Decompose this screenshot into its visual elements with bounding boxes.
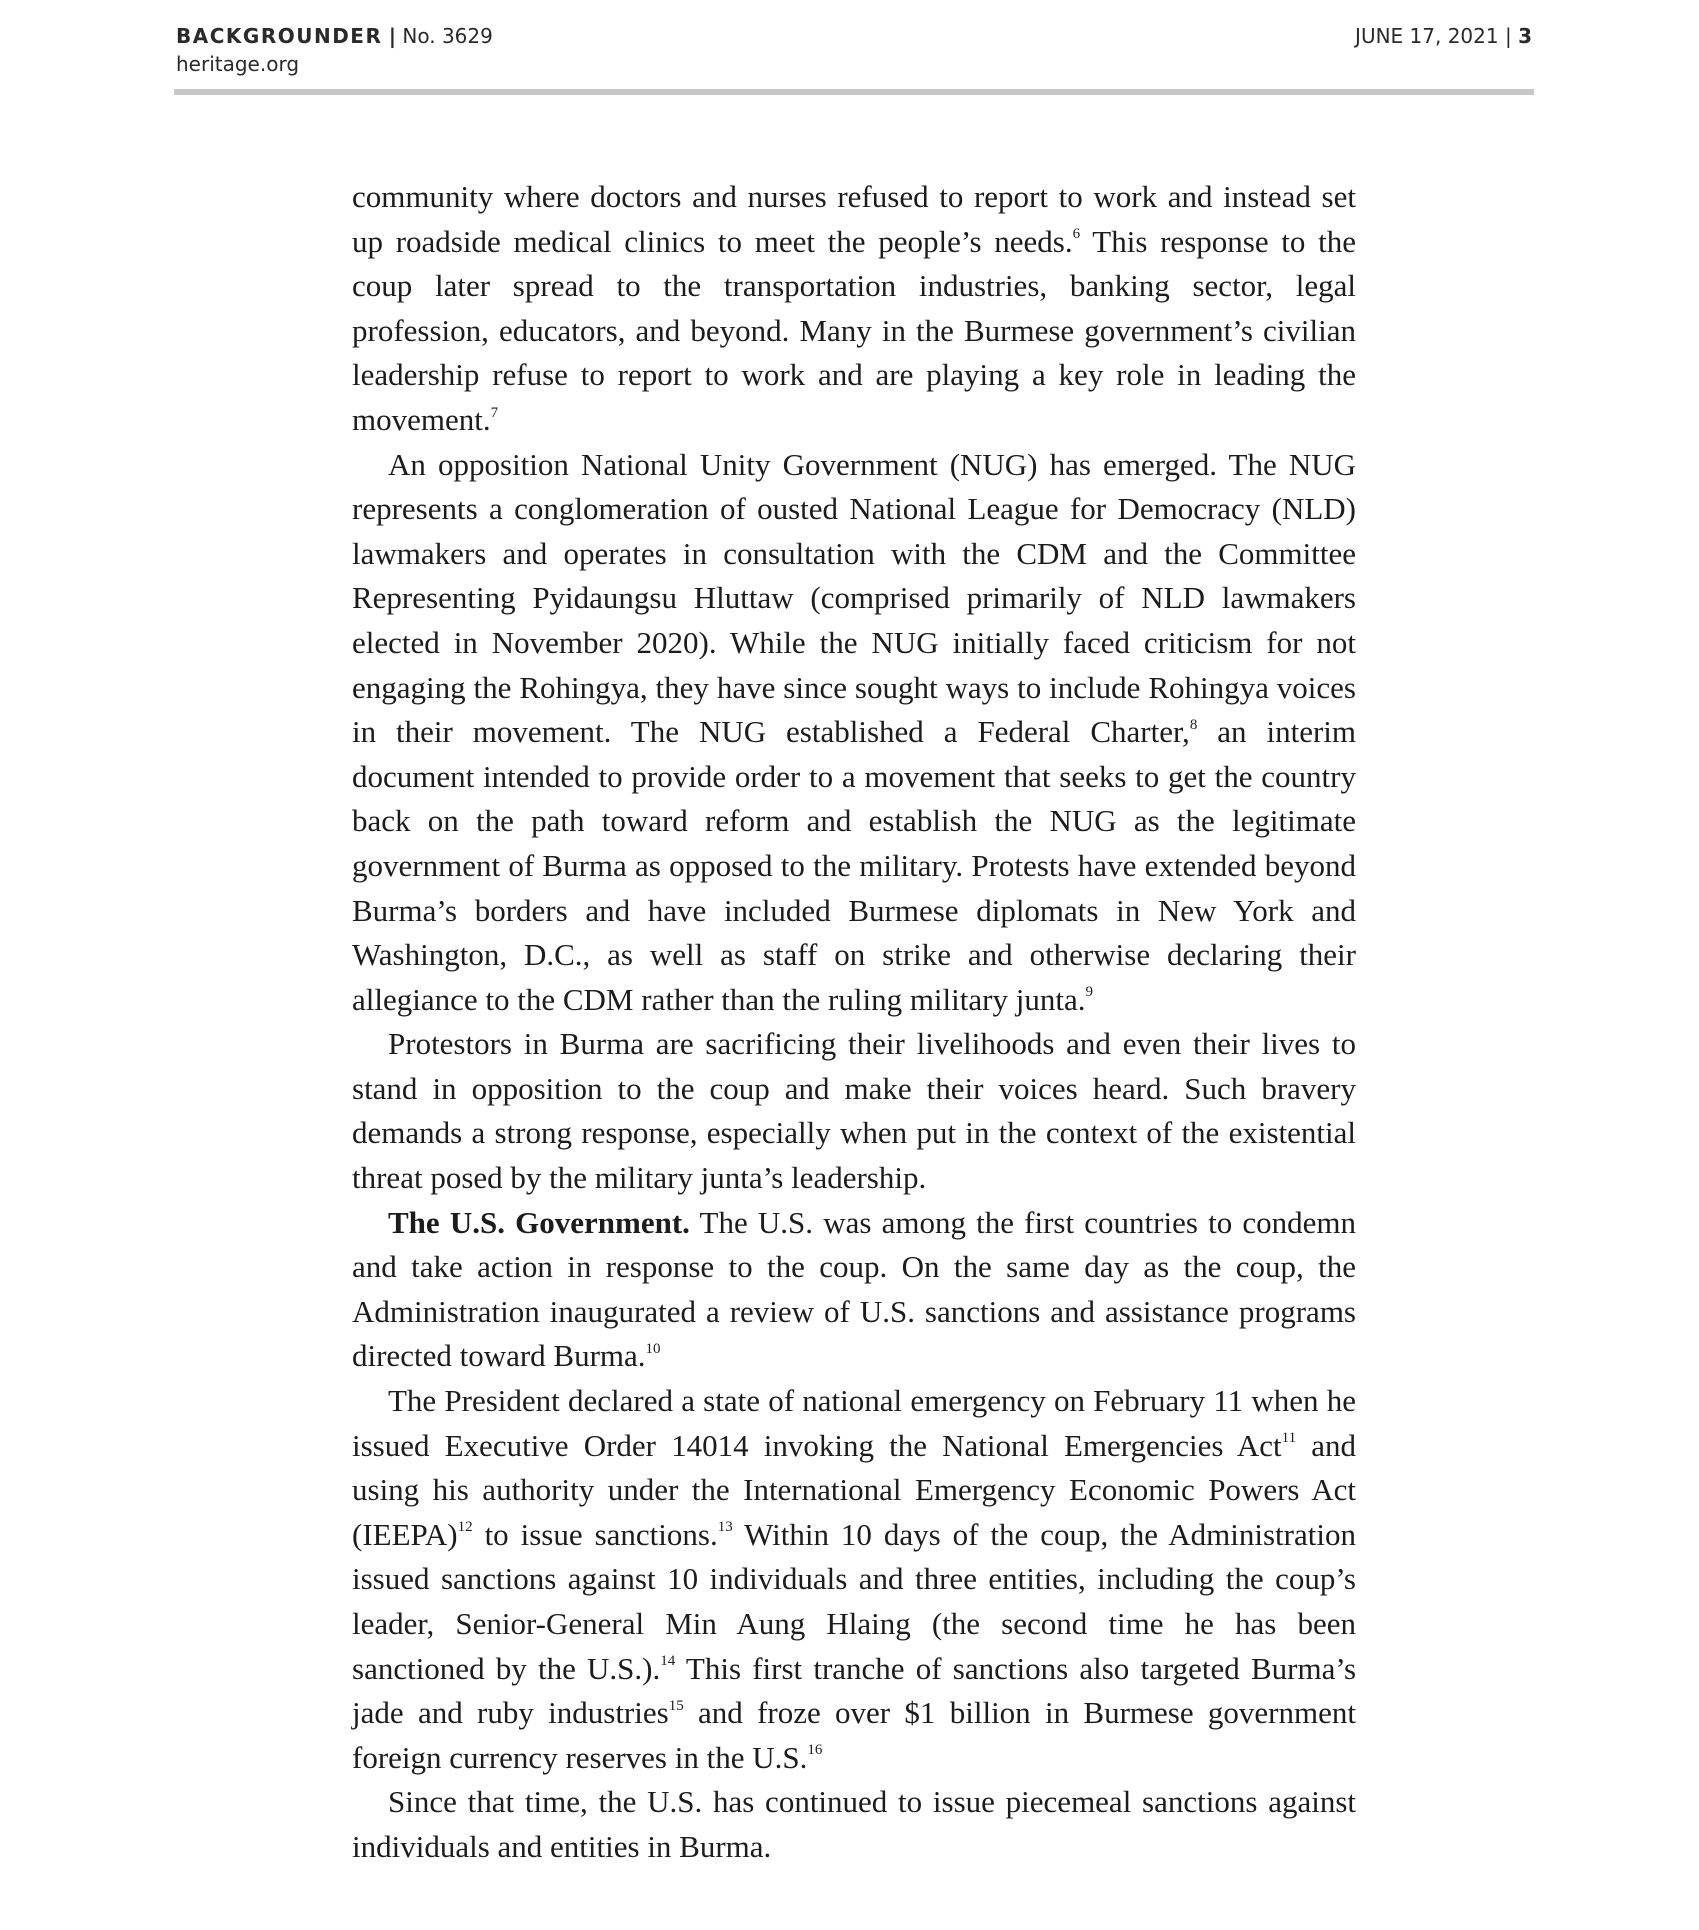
publication-date: JUNE 17, 2021 xyxy=(1355,24,1499,48)
footnote-ref[interactable]: 11 xyxy=(1281,1430,1297,1447)
footnote-ref[interactable]: 6 xyxy=(1072,226,1081,243)
header-divider xyxy=(174,89,1534,95)
header-separator-right: | xyxy=(1504,24,1512,48)
footnote-ref[interactable]: 7 xyxy=(490,404,499,421)
article-body xyxy=(352,175,1356,1870)
page-header xyxy=(176,22,1532,82)
date-and-page xyxy=(1355,22,1532,50)
footnote-ref[interactable]: 16 xyxy=(807,1742,823,1759)
series-title: BACKGROUNDER xyxy=(176,24,383,48)
footnote-ref[interactable]: 8 xyxy=(1189,716,1198,733)
footnote-ref[interactable]: 12 xyxy=(457,1519,473,1536)
page-number: 3 xyxy=(1518,24,1532,48)
paragraph: The President declared a state of national emergency on February 11 when he issued Executive Order 14014 invoking the National Emergencies Act$^{11}$ and using his authority under the International Emergency Economic Powers Act (IEEPA)$^{12}$ to issue sanctions.$^{13}$ Within 10 days of the coup, the Administration issued sanctions against 10 individuals and three entities, including the coup’s leader, Senior-General Min Aung Hlaing (the second time he has been sanctioned by the U.S.).$^{14}$ This first tranche of sanctions also targeted Burma’s jade and ruby industries$^{15}$ and froze over $1 billion in Burmese government foreign currency reserves in the U.S.$^{16}$ xyxy=(352,1383,1357,1775)
footnote-ref[interactable]: 10 xyxy=(645,1341,661,1358)
issue-number: No. 3629 xyxy=(402,24,493,48)
paragraph: Protestors in Burma are sacrificing their livelihoods and even their lives to stand in opposition to the coup and make their voices heard. Such bravery demands a strong response, especially when put in the context of the existential threat posed by the military junta’s leadership. xyxy=(352,1026,1356,1196)
paragraph: An opposition National Unity Government (NUG) has emerged. The NUG represents a conglomeration of ousted National League for Democracy (NLD) lawmakers and operates in consultation with the CDM and the Committee Representing Pyidaungsu Hluttaw (comprised primarily of NLD lawmakers elected in November 2020). While the NUG initially faced criticism for not engaging the Rohingya, they have since sought ways to include Rohingya voices in their movement. The NUG established a Federal Charter,$^8$ an interim document intended to provide order to a movement that seeks to get the country back on the path toward reform and establish the NUG as the legitimate government of Burma as opposed to the military. Protests have extended beyond Burma’s borders and have included Burmese diplomats in New York and Washington, D.C., as well as staff on strike and otherwise declaring their allegiance to the CDM rather than the ruling military junta.$^9$ xyxy=(352,446,1356,1017)
paragraph: Since that time, the U.S. has continued to issue piecemeal sanctions against individuals and entities in Burma. xyxy=(352,1784,1356,1864)
header-separator: | xyxy=(388,24,397,48)
publication-info xyxy=(176,22,493,78)
footnote-ref[interactable]: 14 xyxy=(660,1653,676,1670)
footnote-ref[interactable]: 9 xyxy=(1085,984,1093,1001)
paragraph: community where doctors and nurses refused to report to work and instead set up roadside medical clinics to meet the people’s needs.$^6$ This response to the coup later spread to the transportation industries, banking sector, legal profession, educators, and beyond. Many in the Burmese government’s civilian leadership refuse to report to work and are playing a key role in leading the movement.$^7$ xyxy=(352,179,1356,437)
site-link[interactable]: heritage.org xyxy=(176,52,300,76)
paragraph: The U.S. Government. The U.S. was among the first countries to condemn and take action in response to the coup. On the same day as the coup, the Administration inaugurated a review of U.S. sanctions and assistance programs directed toward Burma.$^{10}$ xyxy=(352,1204,1356,1374)
footnote-ref[interactable]: 15 xyxy=(668,1697,684,1714)
footnote-ref[interactable]: 13 xyxy=(717,1519,733,1536)
section-runin-heading: The U.S. Government. xyxy=(388,1204,690,1240)
